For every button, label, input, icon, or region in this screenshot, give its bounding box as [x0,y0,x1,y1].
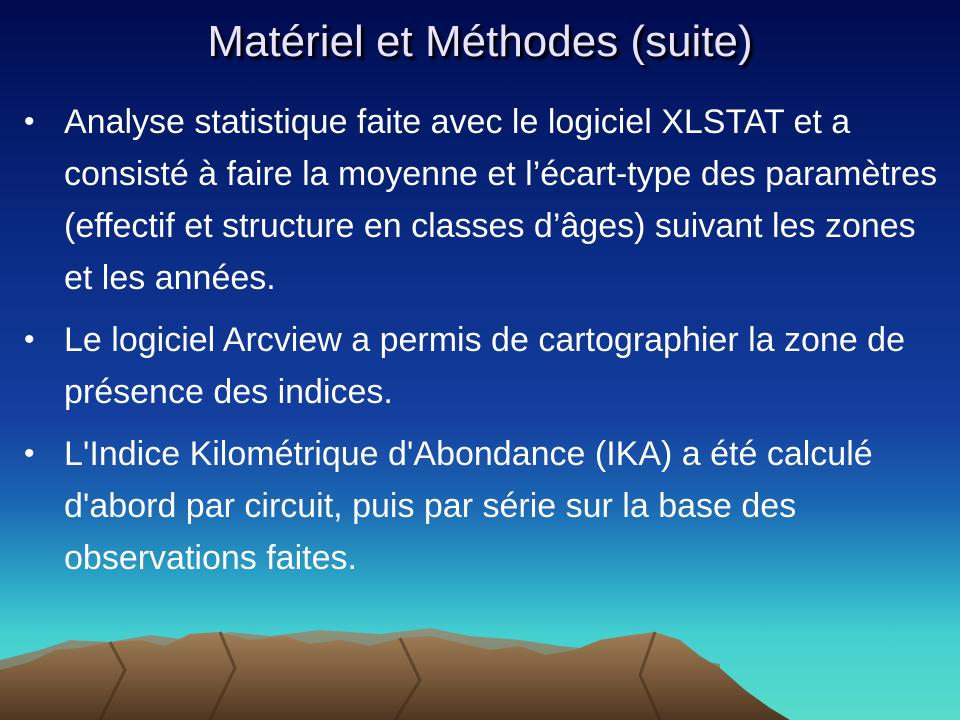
bullet-icon: • [24,323,35,356]
bullet-item [20,428,950,584]
bullet-list [20,96,950,594]
bullet-item [20,96,950,304]
front-mountain-range [0,632,790,720]
bullet-text: Le logiciel Arcview a permis de cartographier la zone de présence des indices. [64,321,906,411]
bullet-icon: • [24,105,35,138]
bullet-text: Analyse statistique faite avec le logiciel XLSTAT et a consisté à faire la moyenne et l’écart-type des paramètres (effectif et structure en classes d’âges) suivant les zones et les années. [64,103,938,297]
slide-title: Matériel et Méthodes (suite) [207,17,753,66]
bullet-icon: • [24,437,35,470]
bullet-text: L'Indice Kilométrique d'Abondance (IKA) a été calculé d'abord par circuit, puis par série sur la base des observations faites. [64,435,873,577]
bullet-item [20,314,950,418]
